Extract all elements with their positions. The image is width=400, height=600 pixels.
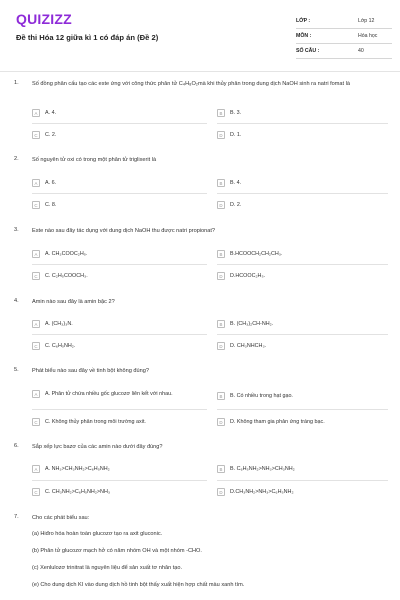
option-c[interactable] — [32, 131, 56, 139]
option-c[interactable] — [32, 342, 75, 350]
option-a[interactable] — [32, 320, 73, 328]
option-text: D. 2. — [230, 201, 242, 208]
option-letter-box: A — [32, 179, 40, 187]
option-letter-box: C — [32, 272, 40, 280]
option-a[interactable] — [32, 390, 202, 398]
option-letter-box: B — [217, 320, 225, 328]
option-letter-box: B — [217, 250, 225, 258]
meta-info — [296, 14, 392, 59]
option-d[interactable] — [217, 342, 266, 350]
option-a[interactable] — [32, 465, 110, 473]
option-letter-box: C — [32, 201, 40, 209]
option-text: A. (CH₃)₃N. — [45, 320, 73, 327]
meta-label: LỚP : — [296, 18, 311, 24]
divider — [32, 193, 207, 194]
meta-row-subject — [296, 29, 392, 44]
header-divider — [0, 71, 400, 72]
option-b[interactable] — [217, 320, 273, 328]
question-number: 7. — [14, 514, 19, 520]
option-b[interactable] — [217, 179, 241, 187]
question-text: Sắp xếp lực bazơ của các amin nào dưới đây đúng? — [32, 444, 163, 450]
option-b[interactable] — [217, 465, 295, 473]
question-number: 5. — [14, 367, 19, 373]
option-d[interactable] — [217, 201, 241, 209]
option-text: A. 4. — [45, 109, 57, 116]
option-c[interactable] — [32, 488, 110, 496]
option-letter-box: D — [217, 488, 225, 496]
question-text: Phát biểu nào sau đây về tinh bột không đúng? — [32, 368, 149, 374]
option-text: D.HCOOC₂H₅. — [230, 272, 266, 279]
meta-value: 40 — [358, 48, 364, 54]
option-d[interactable] — [217, 131, 241, 139]
statement-c: (c) Xenlulozơ trinitrat là nguyên liệu để sản xuất tơ nhân tạo. — [32, 565, 183, 571]
option-text: B.HCOOCH₂CH₂CH₃. — [230, 250, 283, 257]
divider — [217, 193, 388, 194]
option-text: D.CH₃NH₂>NH₃>C₆H₅NH₂ — [230, 488, 294, 495]
page-title: Đề thi Hóa 12 giữa kì 1 có đáp án (Đề 2) — [16, 33, 159, 42]
meta-value: Hóa học — [358, 33, 378, 39]
divider — [32, 409, 207, 410]
question-number: 4. — [14, 298, 19, 304]
question-number: 2. — [14, 156, 19, 162]
option-letter-box: B — [217, 465, 225, 473]
option-letter-box: C — [32, 488, 40, 496]
meta-value: Lớp 12 — [358, 18, 375, 24]
option-letter-box: B — [217, 109, 225, 117]
option-letter-box: A — [32, 250, 40, 258]
option-a[interactable] — [32, 179, 56, 187]
statement-a: (a) Hiđro hóa hoàn toàn glucozơ tạo ra axit gluconic. — [32, 531, 163, 537]
option-d[interactable] — [217, 488, 294, 496]
option-text: A. 6. — [45, 179, 57, 186]
option-text: B. 3. — [230, 109, 242, 116]
option-letter-box: C — [32, 342, 40, 350]
option-d[interactable] — [217, 418, 325, 426]
option-text: A. NH₃>CH₃NH₂>C₆H₅NH₂ — [45, 465, 110, 472]
option-text: B. Có nhiều trong hạt gạo. — [230, 392, 293, 399]
option-letter-box: A — [32, 465, 40, 473]
option-letter-box: D — [217, 418, 225, 426]
option-letter-box: A — [32, 390, 40, 398]
option-letter-box: A — [32, 320, 40, 328]
quizizz-logo: QUIZIZZ — [16, 11, 72, 27]
option-text: C. 8. — [45, 201, 57, 208]
option-text: D. CH₃NHCH₃. — [230, 342, 267, 349]
divider — [32, 264, 207, 265]
question-text: Số nguyên tử oxi có trong một phân tử triglixerit là — [32, 157, 157, 163]
option-d[interactable] — [217, 272, 265, 280]
option-letter-box: C — [32, 131, 40, 139]
meta-row-count — [296, 44, 392, 59]
option-text: B. C₆H₅NH₂>NH₃>CH₃NH₂ — [230, 465, 295, 472]
option-text: D. 1. — [230, 131, 242, 138]
option-letter-box: A — [32, 109, 40, 117]
option-text: C. C₆H₅NH₂. — [45, 342, 76, 349]
option-b[interactable] — [217, 392, 293, 400]
option-c[interactable] — [32, 272, 88, 280]
option-letter-box: B — [217, 392, 225, 400]
option-c[interactable] — [32, 201, 56, 209]
question-number: 1. — [14, 80, 19, 86]
option-text: B. 4. — [230, 179, 242, 186]
option-text: C. CH₃NH₂>C₆H₅NH₂>NH₃ — [45, 488, 111, 495]
meta-row-class — [296, 14, 392, 29]
option-text: D. Không tham gia phản ứng tráng bạc. — [230, 418, 325, 425]
meta-label: MÔN : — [296, 33, 312, 39]
option-text: C. C₂H₅COOCH₃. — [45, 272, 88, 279]
option-c[interactable] — [32, 418, 146, 426]
option-a[interactable] — [32, 109, 56, 117]
question-number: 3. — [14, 227, 19, 233]
statement-b: (b) Phân tử glucozơ mạch hở có năm nhóm OH và một nhóm -CHO. — [32, 548, 202, 554]
option-letter-box: D — [217, 131, 225, 139]
statement-e: (e) Cho dung dịch KI vào dung dịch hồ tinh bột thấy xuất hiện hợp chất màu xanh tím. — [32, 582, 245, 588]
option-letter-box: C — [32, 418, 40, 426]
question-text: Cho các phát biểu sau: — [32, 515, 90, 521]
option-b[interactable] — [217, 250, 283, 258]
option-letter-box: D — [217, 201, 225, 209]
option-text: B. (CH₃)₂CH-NH₂. — [230, 320, 274, 327]
divider — [217, 334, 388, 335]
meta-label: SỐ CÂU : — [296, 48, 320, 54]
divider — [217, 409, 388, 410]
question-text: Este nào sau đây tác dụng với dung dịch NaOH thu được natri propionat? — [32, 228, 216, 234]
divider — [217, 480, 388, 481]
option-text: A. CH₃COOC₂H₅. — [45, 250, 88, 257]
option-text: C. 2. — [45, 131, 57, 138]
divider — [32, 480, 207, 481]
divider — [32, 334, 207, 335]
option-letter-box: D — [217, 272, 225, 280]
option-letter-box: B — [217, 179, 225, 187]
divider — [217, 264, 388, 265]
divider — [32, 123, 207, 124]
divider — [217, 123, 388, 124]
option-b[interactable] — [217, 109, 241, 117]
option-a[interactable] — [32, 250, 87, 258]
question-text: Số đồng phân cấu tạo các este ứng với công thức phân tử C₄H₈O₂mà khi thủy phân trong dung dịch NaOH sinh ra natri fomat là — [32, 81, 351, 87]
option-text: C. Không thủy phân trong môi trường axit. — [45, 418, 146, 425]
question-number: 6. — [14, 443, 19, 449]
question-text: Amin nào sau đây là amin bậc 2? — [32, 299, 115, 305]
option-letter-box: D — [217, 342, 225, 350]
document-header — [0, 0, 400, 62]
option-text: A. Phân tử chứa nhiều gốc glucozơ liên kết với nhau. — [45, 390, 173, 397]
